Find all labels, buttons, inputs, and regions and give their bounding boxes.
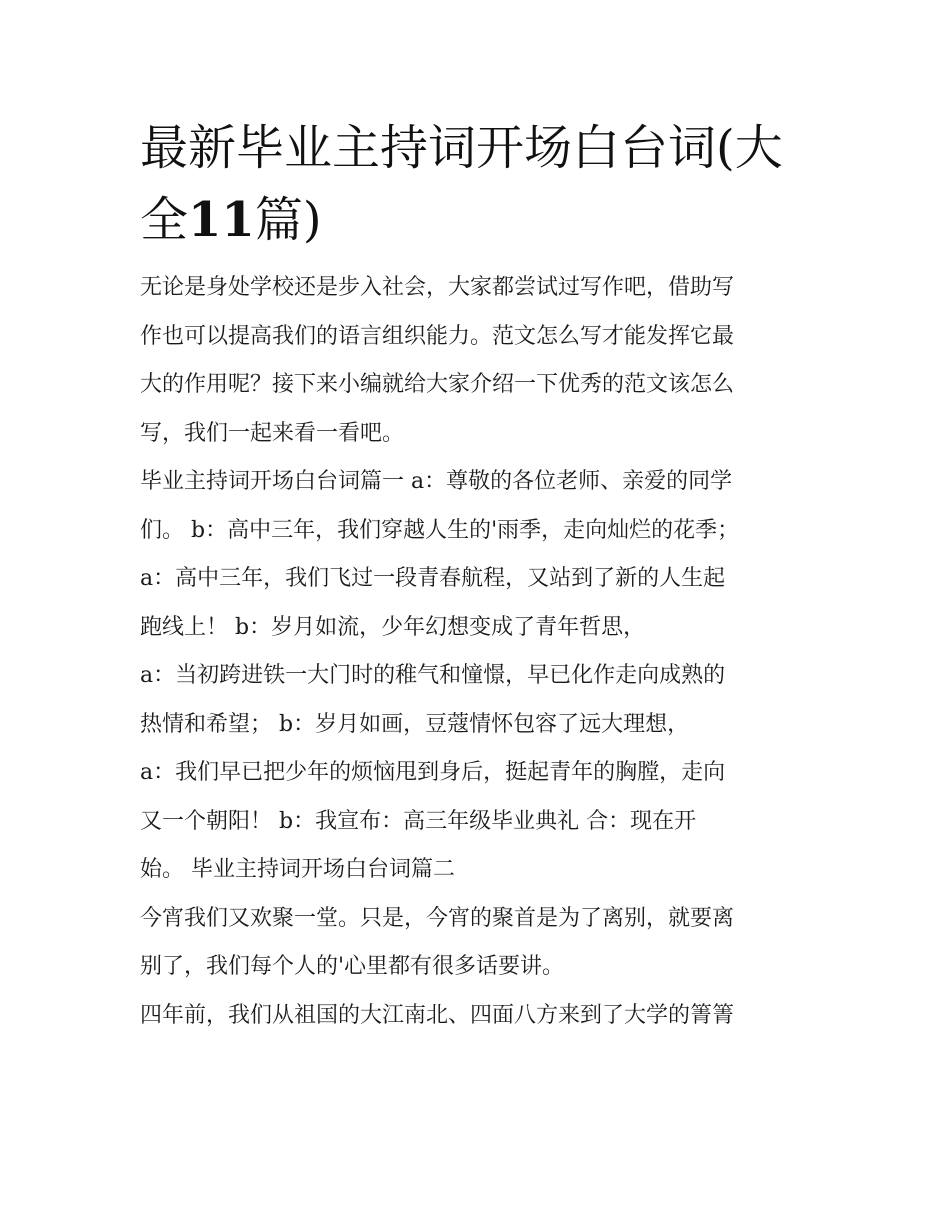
- paragraph-line: 别了，我们每个人的'心里都有很多话要讲。: [140, 954, 565, 979]
- speech-paragraph-2: [140, 652, 820, 749]
- paragraph-line: 写，我们一起来看一看吧。: [140, 420, 405, 446]
- paragraph-line: 热情和希望； b：岁月如画，豆蔻情怀包容了远大理想，: [140, 711, 690, 737]
- title-part-number: 11: [188, 192, 255, 248]
- speech-paragraph-4: [140, 895, 820, 992]
- paragraph-line: 今宵我们又欢聚一堂。只是，今宵的聚首是为了离别，就要离: [140, 905, 735, 931]
- title-part-pian: 篇): [254, 192, 322, 248]
- intro-paragraph: [140, 264, 820, 458]
- paragraph-line: 始。 毕业主持词开场白台词篇二: [140, 857, 455, 882]
- paragraph-line: 四年前，我们从祖国的大江南北、四面八方来到了大学的箐箐: [140, 1002, 735, 1028]
- speech-paragraph-5: [140, 992, 820, 1041]
- paragraph-line: 们。 b：高中三年，我们穿越人生的'雨季，走向灿烂的花季；: [140, 517, 740, 543]
- document-content: [140, 112, 820, 1040]
- speech-paragraph-1: [140, 458, 820, 652]
- title-part-quan: 全: [140, 192, 189, 248]
- document-title: [140, 112, 820, 256]
- paragraph-line: a：我们早已把少年的烦恼甩到身后，挺起青年的胸膛，走向: [140, 760, 726, 785]
- paragraph-line: 又一个朝阳！ b：我宣布：高三年级毕业典礼 合：现在开: [140, 808, 697, 834]
- paragraph-line: 毕业主持词开场白台词篇一 a：尊敬的各位老师、亲爱的同学: [140, 469, 733, 494]
- paragraph-line: 作也可以提高我们的语言组织能力。范文怎么写才能发挥它最: [140, 323, 735, 349]
- paragraph-line: 无论是身处学校还是步入社会，大家都尝试过写作吧，借助写: [140, 275, 735, 300]
- speech-paragraph-3: [140, 749, 820, 895]
- paragraph-line: a：高中三年，我们飞过一段青春航程，又站到了新的人生起: [140, 566, 726, 591]
- paragraph-line: 大的作用呢？接下来小编就给大家介绍一下优秀的范文该怎么: [140, 372, 735, 397]
- title-line-1: 最新毕业主持词开场白台词(大: [140, 120, 783, 176]
- paragraph-line: 跑线上！ b：岁月如流，少年幻想变成了青年哲思，: [140, 614, 646, 640]
- title-line-2: [140, 184, 820, 256]
- paragraph-line: a：当初跨进铁一大门时的稚气和憧憬，早已化作走向成熟的: [140, 663, 726, 688]
